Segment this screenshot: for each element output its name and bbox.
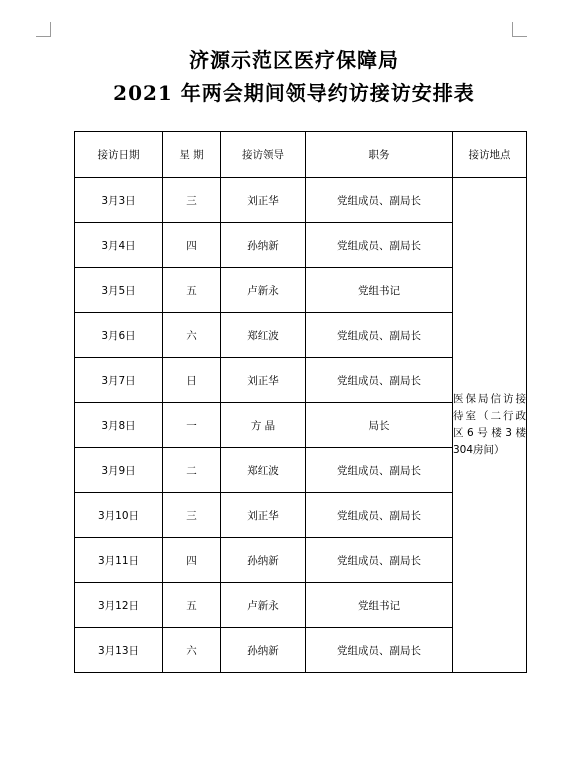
- cell-date: 3月4日: [75, 223, 163, 268]
- cell-position: 党组成员、副局长: [306, 223, 453, 268]
- cell-weekday: 二: [163, 448, 221, 493]
- cell-date: 3月6日: [75, 313, 163, 358]
- margin-corner-top-left: [36, 22, 51, 37]
- header-weekday: 星 期: [163, 132, 221, 178]
- cell-leader: 刘正华: [221, 178, 306, 223]
- cell-position: 党组成员、副局长: [306, 538, 453, 583]
- cell-leader: 刘正华: [221, 358, 306, 403]
- cell-leader: 孙纳新: [221, 538, 306, 583]
- cell-leader: 孙纳新: [221, 223, 306, 268]
- document-title-line1: 济源示范区医疗保障局: [189, 48, 399, 72]
- cell-position: 党组成员、副局长: [306, 178, 453, 223]
- cell-weekday: 日: [163, 358, 221, 403]
- cell-position: 党组书记: [306, 583, 453, 628]
- document-title-line2: 2021 年两会期间领导约访接访安排表: [113, 81, 475, 105]
- header-location: 接访地点: [453, 132, 527, 178]
- margin-corner-top-right: [512, 22, 527, 37]
- cell-date: 3月12日: [75, 583, 163, 628]
- cell-weekday: 四: [163, 223, 221, 268]
- cell-position: 党组成员、副局长: [306, 448, 453, 493]
- cell-weekday: 六: [163, 628, 221, 673]
- cell-date: 3月3日: [75, 178, 163, 223]
- cell-date: 3月13日: [75, 628, 163, 673]
- cell-position: 党组成员、副局长: [306, 628, 453, 673]
- cell-leader: 刘正华: [221, 493, 306, 538]
- cell-weekday: 一: [163, 403, 221, 448]
- cell-leader: 郑红波: [221, 448, 306, 493]
- table-row: [75, 178, 527, 223]
- cell-position: 党组书记: [306, 268, 453, 313]
- cell-date: 3月9日: [75, 448, 163, 493]
- cell-date: 3月11日: [75, 538, 163, 583]
- table-header-row: [75, 132, 527, 178]
- cell-date: 3月7日: [75, 358, 163, 403]
- cell-date: 3月5日: [75, 268, 163, 313]
- cell-leader: 郑红波: [221, 313, 306, 358]
- cell-weekday: 三: [163, 493, 221, 538]
- header-date: 接访日期: [75, 132, 163, 178]
- cell-leader: 方 晶: [221, 403, 306, 448]
- cell-position: 局长: [306, 403, 453, 448]
- cell-leader: 孙纳新: [221, 628, 306, 673]
- cell-weekday: 五: [163, 268, 221, 313]
- cell-weekday: 四: [163, 538, 221, 583]
- location-text: 医保局信访接待室（二行政区6号楼3楼304房间）: [453, 393, 526, 456]
- schedule-table: [74, 131, 527, 673]
- cell-position: 党组成员、副局长: [306, 313, 453, 358]
- cell-date: 3月10日: [75, 493, 163, 538]
- cell-weekday: 三: [163, 178, 221, 223]
- header-leader: 接访领导: [221, 132, 306, 178]
- cell-weekday: 五: [163, 583, 221, 628]
- cell-leader: 卢新永: [221, 268, 306, 313]
- cell-date: 3月8日: [75, 403, 163, 448]
- cell-position: 党组成员、副局长: [306, 493, 453, 538]
- cell-leader: 卢新永: [221, 583, 306, 628]
- cell-position: 党组成员、副局长: [306, 358, 453, 403]
- cell-location: [453, 178, 527, 673]
- header-position: 职务: [306, 132, 453, 178]
- cell-weekday: 六: [163, 313, 221, 358]
